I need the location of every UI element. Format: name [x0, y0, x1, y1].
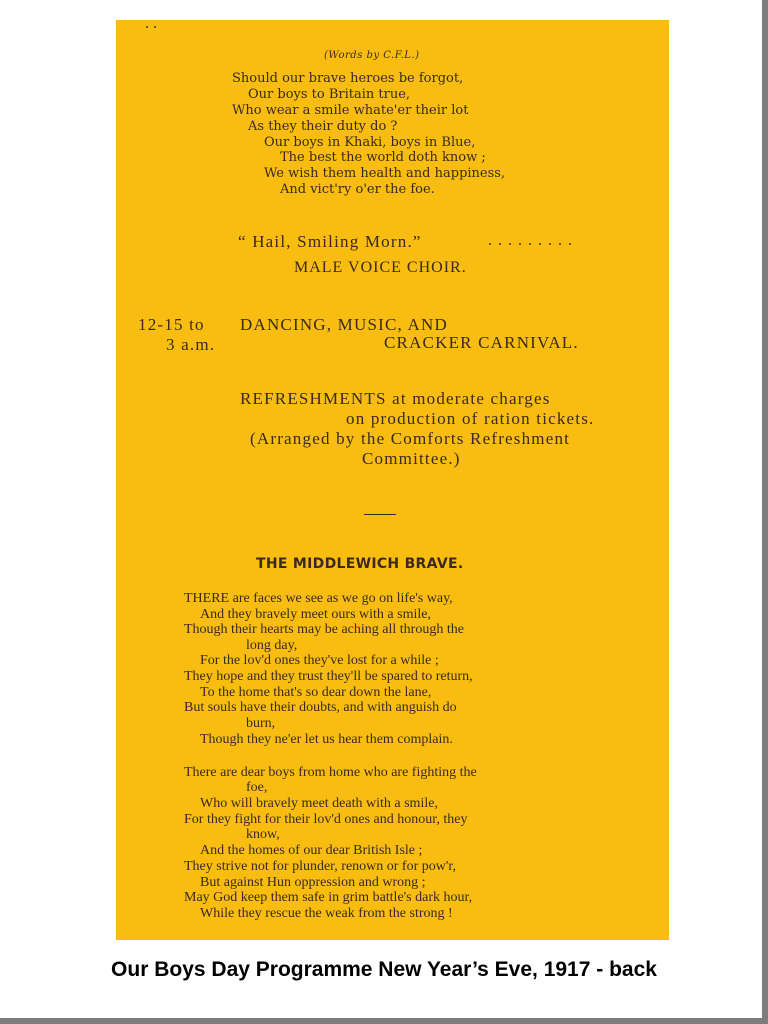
carnival-time-start: 12-15 to [138, 315, 205, 334]
poem-line: Who wear a smile whate'er their lot [232, 103, 469, 118]
poem-line: Our boys in Khaki, boys in Blue, [264, 135, 476, 150]
carnival-line-1: DANCING, MUSIC, AND [240, 315, 448, 334]
divider [364, 514, 396, 515]
poem-line: The best the world doth know ; [280, 150, 486, 165]
poem-line: Should our brave heroes be forgot, [232, 71, 464, 86]
poem-line: But against Hun oppression and wrong ; [200, 875, 426, 890]
poem-line: May God keep them safe in grim battle's dark hour, [184, 890, 473, 905]
poem-line: And the homes of our dear British Isle ; [200, 843, 423, 858]
poem-line: They strive not for plunder, renown or for pow'r, [184, 859, 456, 874]
poem-line: Who will bravely meet death with a smile, [200, 796, 438, 811]
poem-line: But souls have their doubts, and with anguish do [184, 700, 457, 715]
poem-line: As they their duty do ? [248, 119, 398, 134]
image-caption: Our Boys Day Programme New Year’s Eve, 1917 - back [111, 958, 657, 981]
print-speck [154, 26, 156, 28]
carnival-line-2: CRACKER CARNIVAL. [384, 333, 579, 352]
poem-line: They hope and they trust they'll be spared to return, [184, 669, 473, 684]
poem-line: burn, [246, 716, 276, 731]
refreshments-line: on production of ration tickets. [346, 409, 595, 428]
frame-shadow-bottom [0, 1018, 768, 1024]
poem-line: We wish them health and happiness, [264, 166, 506, 181]
poem-line: And they bravely meet ours with a smile, [200, 607, 431, 622]
poem-line: For they fight for their lov'd ones and honour, they [184, 812, 468, 827]
refreshments-line: (Arranged by the Comforts Refreshment [250, 429, 571, 448]
poem-line: long day, [246, 638, 298, 653]
poem-line: And vict'ry o'er the foe. [280, 182, 435, 197]
poem-line: foe, [246, 780, 268, 795]
programme-page [116, 20, 669, 940]
poem-line: For the lov'd ones they've lost for a while ; [200, 653, 439, 668]
carnival-time-end: 3 a.m. [166, 335, 216, 354]
frame-shadow-right [762, 0, 768, 1024]
poem-line: know, [246, 827, 280, 842]
poem-line: While they rescue the weak from the strong ! [200, 906, 453, 921]
poem-line: Though they ne'er let us hear them complain. [200, 732, 453, 747]
poem-title: THE MIDDLEWICH BRAVE. [256, 556, 464, 572]
poem-credit: (Words by C.F.L.) [324, 50, 420, 61]
song-title: “ Hail, Smiling Morn.” [238, 232, 422, 251]
leader-dots: . . . . . . . . . [488, 232, 573, 249]
poem-line: Though their hearts may be aching all through the [184, 622, 464, 637]
poem-line: THERE are faces we see as we go on life's way, [184, 591, 453, 606]
poem-line: Our boys to Britain true, [248, 87, 411, 102]
refreshments-line: REFRESHMENTS at moderate charges [240, 389, 551, 408]
refreshments-line: Committee.) [362, 449, 461, 468]
poem-line: There are dear boys from home who are fighting the [184, 765, 477, 780]
song-performer: MALE VOICE CHOIR. [294, 259, 467, 276]
print-speck [146, 26, 148, 28]
poem-line: To the home that's so dear down the lane, [200, 685, 432, 700]
